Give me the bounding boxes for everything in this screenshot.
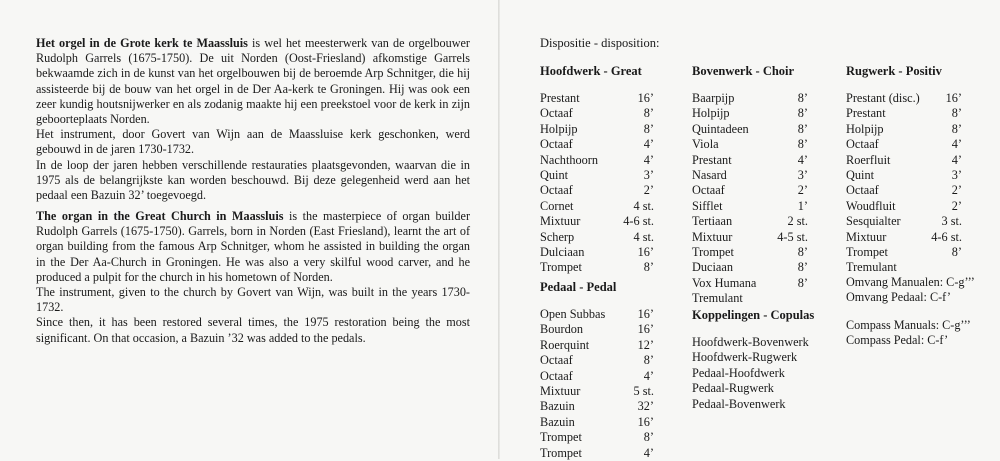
stop-size: 8’ [643, 121, 654, 136]
stop-row [846, 245, 962, 260]
stop-row [846, 91, 962, 106]
stop-size: 4’ [643, 152, 654, 167]
coupler-item: Hoofdwerk-Bovenwerk [692, 335, 809, 349]
stop-row [540, 430, 654, 445]
stop-name: Bazuin [540, 399, 575, 414]
stop-row [692, 153, 808, 168]
stop-size: 16’ [637, 91, 654, 105]
stop-name: Quint [540, 167, 569, 182]
stop-name: Mixtuur [540, 383, 581, 398]
stop-size: 8’ [643, 430, 654, 445]
dutch-text [36, 36, 470, 203]
stop-name: Octaaf [540, 353, 573, 368]
stop-size: 16’ [637, 307, 654, 321]
stop-size: 4’ [643, 137, 654, 152]
stop-size: 12’ [637, 337, 654, 352]
stop-size: 3 st. [941, 214, 962, 229]
stop-name: Baarpijp [692, 91, 735, 105]
stop-name: Octaaf [540, 368, 573, 383]
stop-name: Trompet [540, 445, 582, 460]
stop-size: 4’ [797, 152, 808, 167]
stop-size: 16’ [945, 91, 962, 105]
stop-row [540, 106, 654, 121]
stop-size: 8’ [951, 121, 962, 136]
stop-row [692, 122, 808, 137]
stop-row [540, 353, 654, 368]
stop-size: 4’ [951, 152, 962, 167]
stop-name: Viola [692, 137, 719, 152]
stop-row [692, 91, 808, 106]
stop-name: Roerquint [540, 337, 590, 352]
stop-name: Sifflet [692, 198, 723, 213]
stop-name: Bazuin [540, 414, 575, 429]
disposition-title: Dispositie - disposition: [540, 36, 660, 50]
stop-name: Quintadeen [692, 121, 749, 136]
stop-name: Trompet [692, 244, 734, 259]
stop-row [692, 214, 808, 229]
stop-row [540, 183, 654, 198]
rugwerk-list [846, 91, 962, 276]
coupler-item: Pedaal-Rugwerk [692, 381, 774, 396]
stop-name: Sesquialter [846, 214, 901, 229]
stop-row [846, 260, 962, 275]
stop-row [540, 384, 654, 399]
stop-name: Nachthoorn [540, 152, 599, 167]
rugwerk-title: Rugwerk - Positiv [846, 64, 942, 78]
stop-row [846, 199, 962, 214]
stop-row [540, 338, 654, 353]
stop-name: Trompet [846, 244, 888, 259]
stop-row [692, 106, 808, 121]
stop-size: 32’ [637, 399, 654, 414]
stop-row [692, 276, 808, 291]
stop-name: Duciaan [692, 260, 733, 275]
koppelingen-list [692, 335, 832, 412]
stop-row [540, 230, 654, 245]
stop-name: Tertiaan [692, 214, 733, 229]
stop-size: 8’ [797, 121, 808, 136]
stop-row [540, 307, 654, 322]
stop-row [846, 168, 962, 183]
dutch-body-1: is wel het meesterwerk van de orgelbouwer Rudolph Garrels (1675-1750). De uit Norden (Oost-Friesland) afkomstige Garrels bekwaamde zich in de kunst van het orgelbouwen bij de beroemde Arp Schnitger, die hij assisteerde bij de bouw van het orgel in de Der Aa-kerk te Groningen. Hij was ook een zeer kundig houtsnijwerker en als zodanig maakte hij een preekstoel voor de kerk in zijn geboorteplaats Norden. [36, 36, 470, 127]
stop-name: Octaaf [846, 183, 879, 198]
stop-size: 1’ [797, 198, 808, 213]
stop-row [540, 322, 654, 337]
stop-name: Vox Humana [692, 275, 757, 290]
stop-size: 8’ [797, 106, 808, 121]
stop-name: Mixtuur [540, 214, 581, 229]
rugwerk-section [846, 64, 962, 276]
bovenwerk-section [692, 64, 808, 306]
stop-name: Trompet [540, 260, 582, 275]
english-paragraph-2: The instrument, given to the church by Govert van Wijn, was built in the years 1730-1732. [36, 285, 470, 315]
pedaal-section [540, 280, 654, 461]
stop-name: Octaaf [846, 137, 879, 152]
stop-size: 4 st. [633, 198, 654, 213]
compass-manuals: Compass Manuals: C-g’’’ [846, 318, 971, 332]
compass-pedal: Compass Pedal: C-f’ [846, 333, 949, 347]
stop-size: 2’ [951, 183, 962, 198]
stop-name: Holpijp [540, 121, 578, 136]
right-page [500, 0, 1000, 459]
stop-size: 3’ [643, 167, 654, 182]
stop-row [846, 183, 962, 198]
stop-row [846, 153, 962, 168]
stop-row [692, 291, 808, 306]
stop-name: Prestant [540, 91, 580, 105]
stop-size: 8’ [797, 91, 808, 105]
stop-name: Octaaf [540, 137, 573, 152]
dutch-paragraph-3: In de loop der jaren hebben verschillende restauraties plaatsgevonden, waarvan die in 1975 als de belangrijkste kan worden beschouwd. Bij deze gelegenheid werd aan het pedaal een Bazuin 32’ toegevoegd. [36, 157, 470, 203]
stop-size: 8’ [643, 353, 654, 368]
stop-size: 4-5 st. [777, 229, 808, 244]
stop-row [846, 106, 962, 121]
stop-size: 4 st. [633, 229, 654, 244]
omvang-manualen: Omvang Manualen: C-g’’’ [846, 275, 975, 289]
stop-row [692, 137, 808, 152]
stop-row [692, 230, 808, 245]
stop-name: Octaaf [692, 183, 725, 198]
stop-name: Nasard [692, 167, 727, 182]
english-paragraph-1 [36, 209, 470, 285]
stop-size: 4’ [643, 445, 654, 460]
stop-name: Open Subbas [540, 307, 606, 321]
stop-size: 8’ [643, 260, 654, 275]
stop-row [692, 245, 808, 260]
stop-size: 4’ [951, 137, 962, 152]
pedaal-list [540, 307, 654, 461]
english-text [36, 209, 470, 346]
hoofdwerk-title: Hoofdwerk - Great [540, 64, 642, 78]
stop-row [540, 153, 654, 168]
stop-row [540, 399, 654, 414]
stop-name: Holpijp [846, 121, 884, 136]
stop-name: Prestant [692, 152, 732, 167]
stop-size: 8’ [951, 244, 962, 259]
stop-size: 2 st. [787, 214, 808, 229]
hoofdwerk-list [540, 91, 654, 276]
stop-size: 16’ [637, 244, 654, 259]
stop-row [540, 415, 654, 430]
hoofdwerk-section [540, 64, 654, 276]
stop-size: 16’ [637, 322, 654, 337]
bovenwerk-list [692, 91, 808, 306]
stop-name: Tremulant [692, 291, 743, 306]
stop-row [846, 122, 962, 137]
stop-row [540, 369, 654, 384]
dutch-title: Het orgel in de Grote kerk te Maassluis [36, 36, 248, 50]
stop-name: Octaaf [540, 106, 573, 121]
stop-size: 8’ [643, 106, 654, 121]
stop-row [540, 91, 654, 106]
stop-name: Trompet [540, 430, 582, 445]
stop-row [540, 260, 654, 275]
omvang-block [846, 275, 975, 305]
stop-row [540, 199, 654, 214]
stop-name: Woudfluit [846, 198, 896, 213]
stop-size: 8’ [797, 275, 808, 290]
stop-row [540, 137, 654, 152]
stop-size: 4’ [643, 368, 654, 383]
stop-row [846, 214, 962, 229]
stop-size: 4-6 st. [931, 229, 962, 244]
stop-size: 8’ [797, 260, 808, 275]
omvang-pedaal: Omvang Pedaal: C-f’ [846, 290, 951, 304]
stop-size: 3’ [797, 167, 808, 182]
stop-name: Prestant (disc.) [846, 91, 920, 105]
stop-size: 2’ [643, 183, 654, 198]
stop-name: Scherp [540, 229, 575, 244]
stop-name: Tremulant [846, 260, 897, 275]
stop-size: 16’ [637, 414, 654, 429]
stop-size: 3’ [951, 167, 962, 182]
stop-name: Bourdon [540, 322, 584, 337]
left-page [0, 0, 498, 459]
stop-row [846, 137, 962, 152]
koppelingen-section [692, 308, 832, 412]
stop-name: Octaaf [540, 183, 573, 198]
english-paragraph-3: Since then, it has been restored several times, the 1975 restoration being the most significant. On that occasion, a Bazuin ’32 was added to the pedals. [36, 315, 470, 345]
stop-row [692, 183, 808, 198]
pedaal-title: Pedaal - Pedal [540, 280, 617, 294]
stop-size: 2’ [951, 198, 962, 213]
stop-row [692, 260, 808, 275]
stop-row [540, 122, 654, 137]
stop-row [540, 168, 654, 183]
stop-size: 8’ [797, 244, 808, 259]
stop-name: Quint [846, 167, 875, 182]
stop-name: Dulciaan [540, 244, 585, 259]
stop-name: Mixtuur [846, 229, 887, 244]
english-body-1: is the masterpiece of organ builder Rudolph Garrels (1675-1750). Garrels, born in Norden (East Friesland), learnt the art of organ building from the famous Arp Schnitger, whom he assisted in building the organ in the Der Aa-Church in Groningen. He was also a very skilful wood carver, and he produced a pulpit for the church in his hometown of Norden. [36, 209, 470, 284]
stop-row [692, 168, 808, 183]
english-title: The organ in the Great Church in Maassluis [36, 209, 284, 223]
stop-row [692, 199, 808, 214]
stop-size: 2’ [797, 183, 808, 198]
stop-size: 8’ [951, 106, 962, 121]
stop-name: Prestant [846, 106, 886, 121]
coupler-item: Pedaal-Bovenwerk [692, 396, 786, 411]
coupler-item: Pedaal-Hoofdwerk [692, 365, 785, 380]
koppelingen-title: Koppelingen - Copulas [692, 308, 815, 322]
dutch-paragraph-2: Het instrument, door Govert van Wijn aan de Maassluise kerk geschonken, werd gebouwd in de jaren 1730-1732. [36, 127, 470, 157]
bovenwerk-title: Bovenwerk - Choir [692, 64, 795, 78]
stop-name: Holpijp [692, 106, 730, 121]
stop-row [540, 214, 654, 229]
dutch-paragraph-1 [36, 36, 470, 127]
stop-row [846, 230, 962, 245]
stop-size: 8’ [797, 137, 808, 152]
stop-row [540, 245, 654, 260]
stop-name: Mixtuur [692, 229, 733, 244]
stop-name: Cornet [540, 198, 574, 213]
stop-name: Roerfluit [846, 152, 891, 167]
compass-block [846, 318, 971, 348]
coupler-item: Hoofdwerk-Rugwerk [692, 350, 798, 365]
stop-size: 4-6 st. [623, 214, 654, 229]
stop-size: 5 st. [633, 383, 654, 398]
